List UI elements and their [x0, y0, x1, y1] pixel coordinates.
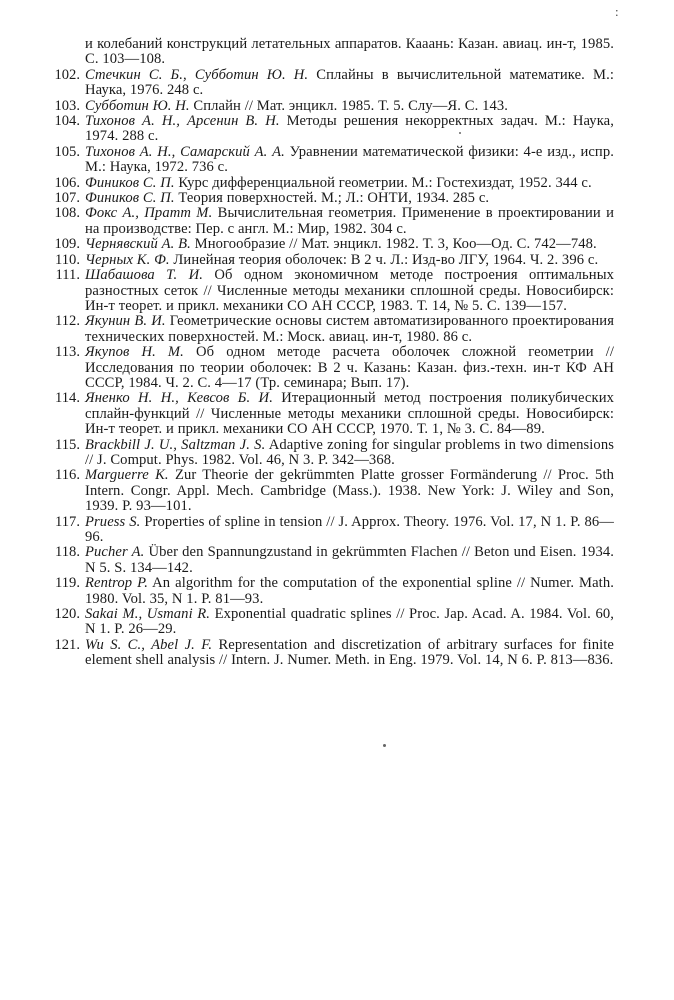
reference-text: Вычислительная геометрия. Применение в проектировании и на производстве: Пер. с англ. М.: Мир, 1982. 304 с.: [85, 205, 615, 237]
reference-entry: [48, 99, 614, 114]
reference-number: 109.: [54, 236, 80, 253]
reference-authors: Фокс А., Пратт М.: [85, 205, 213, 222]
reference-number: 103.: [54, 97, 80, 114]
reference-body: [85, 391, 614, 437]
reference-authors: Pucher A.: [85, 544, 145, 561]
reference-body: [85, 515, 614, 546]
reference-authors: Шабашова Т. И.: [85, 267, 204, 284]
reference-number: 102.: [54, 66, 80, 83]
reference-text: Геометрические основы систем автоматизированного проектирования технических поверхностей. М.: Моск. авиац. ин-т, 1980. 86 с.: [85, 313, 615, 345]
reference-entry: [48, 268, 614, 314]
reference-authors: Тихонов А. Н., Арсенин В. Н.: [85, 113, 280, 130]
reference-entry: [48, 145, 614, 176]
reference-authors: Субботин Ю. Н.: [85, 97, 190, 114]
reference-authors: Чернявский А. В.: [85, 236, 191, 253]
reference-body: [85, 176, 614, 191]
reference-authors: Якунин В. И.: [85, 313, 166, 330]
reference-entry: [48, 438, 614, 469]
reference-body: [85, 607, 614, 638]
reference-number: 117.: [55, 513, 80, 530]
reference-text: Exponential quadratic splines // Proc. Jap. Acad. A. 1984. Vol. 60, N 1. P. 26—29.: [85, 606, 614, 638]
reference-number: 110.: [55, 251, 80, 268]
reference-text: Zur Theorie der gekrümmten Platte grosser Formänderung // Proc. 5th Intern. Congr. Appl. Mech. Cambridge (Mass.). 1938. New York: J. Wiley and Son, 1939. P. 93—101.: [85, 467, 614, 515]
reference-authors: Wu S. C., Abel J. F.: [85, 636, 213, 653]
reference-authors: Marguerre K.: [85, 467, 169, 484]
reference-body: [85, 314, 614, 345]
reference-continuation-text: и колебаний конструкций летательных аппаратов. Кааань: Казан. авиац. ин-т, 1985. С. 103—108.: [85, 36, 614, 68]
reference-list: [48, 37, 614, 669]
reference-entry: [48, 176, 614, 191]
reference-number: 107.: [54, 190, 80, 207]
reference-authors: Фиников С. П.: [85, 174, 175, 191]
corner-mark: :: [615, 4, 619, 19]
reference-entry: [48, 638, 614, 669]
reference-number: 115.: [55, 436, 80, 453]
reference-body: [85, 345, 614, 391]
reference-body: [85, 68, 614, 99]
scan-speck: [459, 132, 461, 134]
reference-authors: Яненко Н. Н., Кевсов Б. И.: [85, 390, 273, 407]
reference-text: Итерационный метод построения поликубических сплайн-функций // Численные методы механики сплошной среды. Новосибирск: Ин-т теорет. и прикл. механики СО АН СССР, 1970. Т. 1, № 3. С. 84—89.: [85, 390, 615, 438]
reference-body: [85, 206, 614, 237]
reference-number: 113.: [55, 344, 80, 361]
reference-entry: [48, 253, 614, 268]
reference-body: [85, 468, 614, 514]
reference-authors: Черных К. Ф.: [85, 251, 170, 268]
reference-text: Теория поверхностей. М.; Л.: ОНТИ, 1934. 285 с.: [178, 190, 490, 207]
reference-authors: Brackbill J. U., Saltzman J. S.: [85, 436, 266, 453]
reference-text: Курс дифференциальной геометрии. М.: Гостехиздат, 1952. 344 с.: [178, 174, 592, 191]
reference-text: Сплайны в вычислительной математике. М.: Наука, 1976. 248 с.: [85, 66, 614, 99]
reference-number: 105.: [54, 143, 80, 160]
reference-number: 119.: [55, 575, 80, 592]
reference-body: [85, 576, 614, 607]
reference-number: 111.: [55, 267, 80, 284]
reference-body: [85, 99, 614, 114]
reference-text: Об одном методе расчета оболочек сложной геометрии // Исследования по теории оболочек: В 2 ч. Казань: Казан. физ.-техн. ин-т КФ АН СССР, 1984. Ч. 2. С. 4—17 (Тр. семинара; Вып. 17).: [85, 344, 614, 391]
reference-entry: [48, 576, 614, 607]
reference-text: An algorithm for the computation of the exponential spline // Numer. Math. 1980. Vol. 35, N 1. P. 81—93.: [85, 575, 614, 607]
reference-text: Линейная теория оболочек: В 2 ч. Л.: Изд-во ЛГУ, 1964. Ч. 2. 396 с.: [173, 251, 599, 268]
reference-body: [85, 638, 614, 669]
reference-text: Über den Spannungzustand in gekrümmten Flachen // Beton und Eisen. 1934. N 5. S. 134—142.: [85, 544, 614, 576]
reference-number: 120.: [54, 606, 80, 623]
reference-entry: [48, 314, 614, 345]
reference-authors: Rentrop P.: [85, 575, 148, 592]
reference-authors: Стечкин С. Б., Субботин Ю. Н.: [85, 66, 309, 83]
reference-entry: [48, 68, 614, 99]
reference-entry: [48, 391, 614, 437]
reference-body: [85, 253, 614, 268]
scan-speck: [383, 744, 386, 747]
reference-text: Сплайн // Мат. энцикл. 1985. Т. 5. Слу—Я. С. 143.: [193, 97, 509, 114]
reference-entry: [48, 607, 614, 638]
reference-entry: [48, 114, 614, 145]
reference-number: 116.: [55, 467, 80, 484]
reference-text: Properties of spline in tension // J. Approx. Theory. 1976. Vol. 17, N 1. P. 86—96.: [85, 513, 614, 545]
reference-body: [85, 145, 614, 176]
reference-continuation: [48, 37, 614, 68]
reference-number: 114.: [55, 390, 80, 407]
reference-number: 108.: [54, 205, 80, 222]
reference-number: 118.: [55, 544, 80, 561]
reference-authors: Якупов Н. М.: [85, 344, 184, 361]
reference-authors: Фиников С. П.: [85, 190, 175, 207]
reference-entry: [48, 206, 614, 237]
reference-authors: Тихонов А. Н., Самарский А. А.: [85, 143, 285, 160]
reference-text: Об одном экономичном методе построения оптимальных разностных сеток // Численные методы механики сплошной среды. Новосибирск: Ин-т теорет. и прикл. механики СО АН СССР, 1983. Т. 14, № 5. С. 139—157.: [85, 267, 615, 314]
reference-number: 112.: [55, 313, 80, 330]
reference-authors: Sakai M., Usmani R.: [85, 606, 211, 623]
reference-entry: [48, 237, 614, 252]
reference-body: [85, 438, 614, 469]
reference-body: [85, 114, 614, 145]
reference-body: [85, 191, 614, 206]
reference-text: Уравнении математической физики: 4-е изд., испр. М.: Наука, 1972. 736 с.: [85, 143, 614, 176]
reference-entry: [48, 191, 614, 206]
reference-text: Многообразие // Мат. энцикл. 1982. Т. 3, Коо—Од. С. 742—748.: [194, 236, 597, 253]
reference-entry: [48, 468, 614, 514]
reference-entry: [48, 545, 614, 576]
reference-text: Adaptive zoning for singular problems in two dimensions // J. Comput. Phys. 1982. Vol. 46, N 3. P. 342—368.: [85, 436, 614, 468]
reference-body: [85, 545, 614, 576]
reference-body: [85, 268, 614, 314]
reference-entry: [48, 515, 614, 546]
reference-number: 104.: [54, 113, 80, 130]
reference-authors: Pruess S.: [85, 513, 141, 530]
reference-number: 121.: [54, 636, 80, 653]
reference-text: Методы решения некорректных задач. М.: Наука, 1974. 288 с.: [85, 113, 615, 145]
reference-body: [85, 237, 614, 252]
reference-number: 106.: [54, 174, 80, 191]
reference-entry: [48, 345, 614, 391]
reference-text: Representation and discretization of arbitrary surfaces for finite element shell analysis // Intern. J. Numer. Meth. in Eng. 1979. Vol. 14, N 6. P. 813—836.: [85, 636, 614, 669]
